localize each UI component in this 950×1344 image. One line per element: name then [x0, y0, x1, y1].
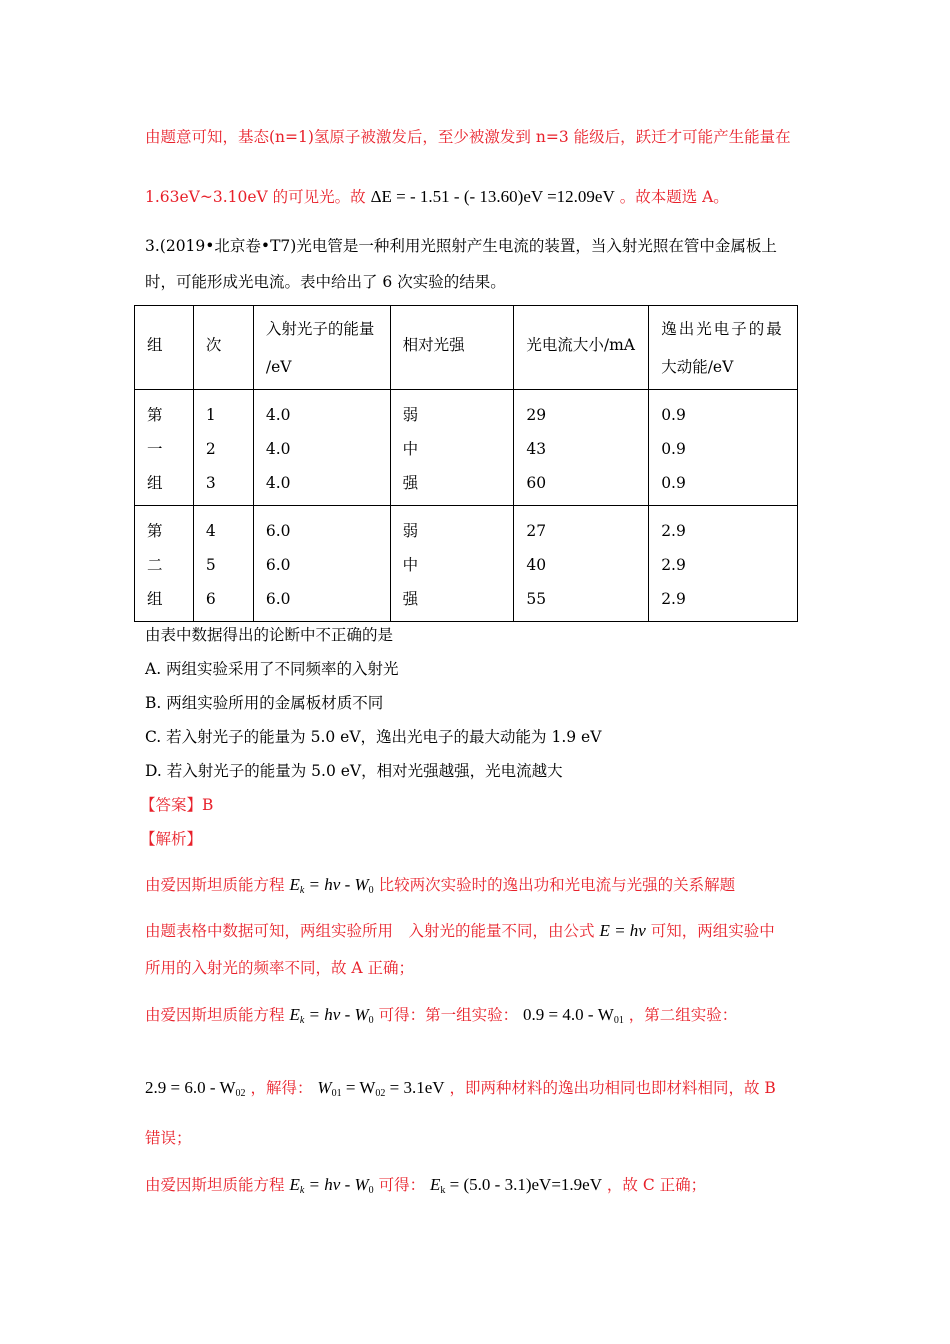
analysis-p2-post: 可知，两组实验中 — [650, 922, 775, 940]
work-function-value: = 3.1eV — [385, 1078, 445, 1097]
group-2-trials — [194, 506, 253, 616]
eq-rhs: = hν - W — [304, 1175, 369, 1194]
kinetic-value: 2.9 — [661, 556, 686, 574]
table-row-group-1 — [135, 390, 798, 506]
kinetic-value: 2.9 — [661, 522, 686, 540]
analysis-p1 — [145, 874, 735, 902]
analysis-p4-line-2: 错误； — [145, 1129, 192, 1147]
kinetic-value: 0.9 — [661, 474, 686, 492]
answer-label: 【答案】B — [140, 796, 214, 814]
group-2-energies — [254, 506, 390, 616]
analysis-p2-pre: 由题表格中数据可知，两组实验所用 入射光的能量不同，由公式 — [145, 922, 595, 940]
analysis-p3-pre: 由爱因斯坦质能方程 — [145, 1006, 285, 1024]
ek-sub: k — [299, 1015, 305, 1026]
current-value: 55 — [526, 590, 547, 608]
analysis-p1-post: 比较两次实验时的逸出功和光电流与光强的关系解题 — [378, 876, 736, 894]
photon-energy-formula: E = hν — [599, 921, 646, 940]
group-2-equation-main: 2.9 = 6.0 - W — [145, 1078, 236, 1097]
analysis-p5-post: ，故 C 正确； — [606, 1176, 707, 1194]
ek-sub: k — [299, 885, 305, 896]
ek-symbol: E — [289, 1175, 300, 1194]
eq-rhs: = hν - W — [304, 1005, 369, 1024]
ek-sub: k — [440, 1185, 446, 1196]
header-energy-line-2: /eV — [265, 358, 292, 376]
option-b: B. 两组实验所用的金属板材质不同 — [145, 694, 384, 712]
intro-line-2 — [145, 186, 729, 208]
w01-symbol: W — [317, 1078, 332, 1097]
intensity-value: 弱 — [402, 406, 419, 424]
trial-number: 5 — [205, 556, 216, 574]
group-1-label — [135, 390, 193, 500]
intensity-value: 强 — [402, 474, 419, 492]
table-row-group-2 — [135, 506, 798, 622]
analysis-p4-mid: ，解得： — [250, 1079, 313, 1097]
ek-sub: k — [299, 1185, 305, 1196]
group-2-currents — [514, 506, 648, 616]
analysis-p5-mid: 可得： — [378, 1176, 426, 1194]
intro-line-1: 由题意可知，基态(n=1)氢原子被激发后，至少被激发到 n=3 能级后，跃迁才可能产生能量在 — [145, 128, 791, 146]
w-sub: 0 — [368, 885, 374, 896]
group-2-equation-sub: 02 — [235, 1088, 246, 1099]
kinetic-value: 0.9 — [661, 440, 686, 458]
group-1-trials — [194, 390, 253, 500]
kinetic-value: 0.9 — [661, 406, 686, 424]
question-prompt: 由表中数据得出的论断中不正确的是 — [145, 626, 394, 644]
group-1-kinetic — [649, 390, 797, 500]
group-1-equation-sub: 01 — [613, 1015, 624, 1026]
current-value: 40 — [526, 556, 547, 574]
analysis-p3-mid: 可得：第一组实验： — [378, 1006, 519, 1024]
work-function-result — [317, 1078, 444, 1097]
question-stem-line-1: 3.(2019•北京卷•T7)光电管是一种利用光照射产生电流的装置，当入射光照在管中金属板上 — [145, 237, 777, 255]
energy-value: 6.0 — [265, 556, 291, 574]
einstein-equation — [289, 1175, 373, 1194]
ek-symbol: E — [430, 1175, 441, 1194]
option-d: D. 若入射光子的能量为 5.0 eV，相对光强越强，光电流越大 — [145, 762, 563, 780]
header-energy-line-1: 入射光子的能量 — [265, 320, 375, 338]
w-sub: 0 — [368, 1185, 374, 1196]
energy-value: 4.0 — [265, 440, 291, 458]
group-2-equation — [145, 1078, 246, 1097]
header-kinetic — [649, 306, 797, 386]
ek-symbol: E — [289, 875, 300, 894]
energy-value: 6.0 — [265, 522, 291, 540]
group-label-char: 组 — [147, 590, 163, 608]
analysis-p2 — [145, 920, 775, 942]
trial-number: 4 — [205, 522, 216, 540]
analysis-p5-pre: 由爱因斯坦质能方程 — [145, 1176, 285, 1194]
group-label-char: 二 — [147, 556, 163, 574]
header-kinetic-line-1: 逸出光电子的最 — [661, 320, 784, 338]
w02-sub: 02 — [375, 1088, 386, 1099]
question-stem-line-2: 时，可能形成光电流。表中给出了 6 次实验的结果。 — [145, 273, 506, 291]
group-1-energies — [254, 390, 390, 500]
group-2-label — [135, 506, 193, 616]
einstein-equation — [289, 1005, 373, 1024]
analysis-p5 — [145, 1174, 706, 1202]
intensity-value: 中 — [402, 556, 419, 574]
group-1-equation — [523, 1005, 624, 1024]
group-label-char: 第 — [147, 406, 163, 424]
einstein-equation — [289, 875, 373, 894]
kinetic-energy-result — [430, 1175, 602, 1194]
option-c: C. 若入射光子的能量为 5.0 eV，逸出光电子的最大动能为 1.9 eV — [145, 728, 602, 746]
group-2-intensities — [391, 506, 514, 616]
analysis-p4 — [145, 1077, 776, 1105]
intensity-value: 中 — [402, 440, 419, 458]
energy-value: 4.0 — [265, 474, 291, 492]
header-trial: 次 — [205, 336, 222, 354]
header-current: 光电流大小/mA — [526, 336, 635, 354]
intensity-value: 弱 — [402, 522, 419, 540]
header-group: 组 — [147, 336, 163, 354]
group-label-char: 第 — [147, 522, 163, 540]
group-2-kinetic — [649, 506, 797, 616]
current-value: 60 — [526, 474, 547, 492]
current-value: 27 — [526, 522, 547, 540]
intro-line-2-pre: 1.63eV~3.10eV 的可见光。故 — [145, 188, 366, 206]
option-a: A. 两组实验采用了不同频率的入射光 — [145, 660, 399, 678]
kinetic-energy-value: = (5.0 - 3.1)eV=1.9eV — [449, 1175, 602, 1194]
header-energy — [254, 306, 390, 386]
analysis-p1-pre: 由爱因斯坦质能方程 — [145, 876, 285, 894]
energy-value: 4.0 — [265, 406, 291, 424]
ek-symbol: E — [289, 1005, 300, 1024]
current-value: 43 — [526, 440, 547, 458]
intro-line-2-post: 。故本题选 A。 — [619, 188, 729, 206]
header-intensity: 相对光强 — [402, 336, 465, 354]
group-1-equation-main: 0.9 = 4.0 - W — [523, 1005, 614, 1024]
w01-sub: 01 — [331, 1088, 342, 1099]
trial-number: 3 — [205, 474, 216, 492]
w02-symbol: = W — [341, 1078, 376, 1097]
group-1-intensities — [391, 390, 514, 500]
w-sub: 0 — [368, 1015, 374, 1026]
group-label-char: 一 — [147, 440, 163, 458]
analysis-p4-post: ，即两种材料的逸出功相同也即材料相同，故 B — [449, 1079, 776, 1097]
delta-e-formula: ΔE = - 1.51 - (- 13.60)eV =12.09eV — [370, 187, 615, 206]
current-value: 29 — [526, 406, 547, 424]
group-1-currents — [514, 390, 648, 500]
trial-number: 6 — [205, 590, 216, 608]
kinetic-value: 2.9 — [661, 590, 686, 608]
trial-number: 1 — [205, 406, 216, 424]
group-label-char: 组 — [147, 474, 163, 492]
intensity-value: 强 — [402, 590, 419, 608]
trial-number: 2 — [205, 440, 216, 458]
analysis-label: 【解析】 — [140, 830, 203, 848]
experiment-table — [134, 305, 798, 622]
energy-value: 6.0 — [265, 590, 291, 608]
header-kinetic-line-2: 大动能/eV — [661, 358, 734, 376]
analysis-p2-line-2: 所用的入射光的频率不同，故 A 正确； — [145, 959, 415, 977]
eq-rhs: = hν - W — [304, 875, 369, 894]
table-header-row — [135, 306, 798, 390]
analysis-p3-post: ，第二组实验： — [628, 1006, 738, 1024]
analysis-p3 — [145, 1004, 737, 1032]
